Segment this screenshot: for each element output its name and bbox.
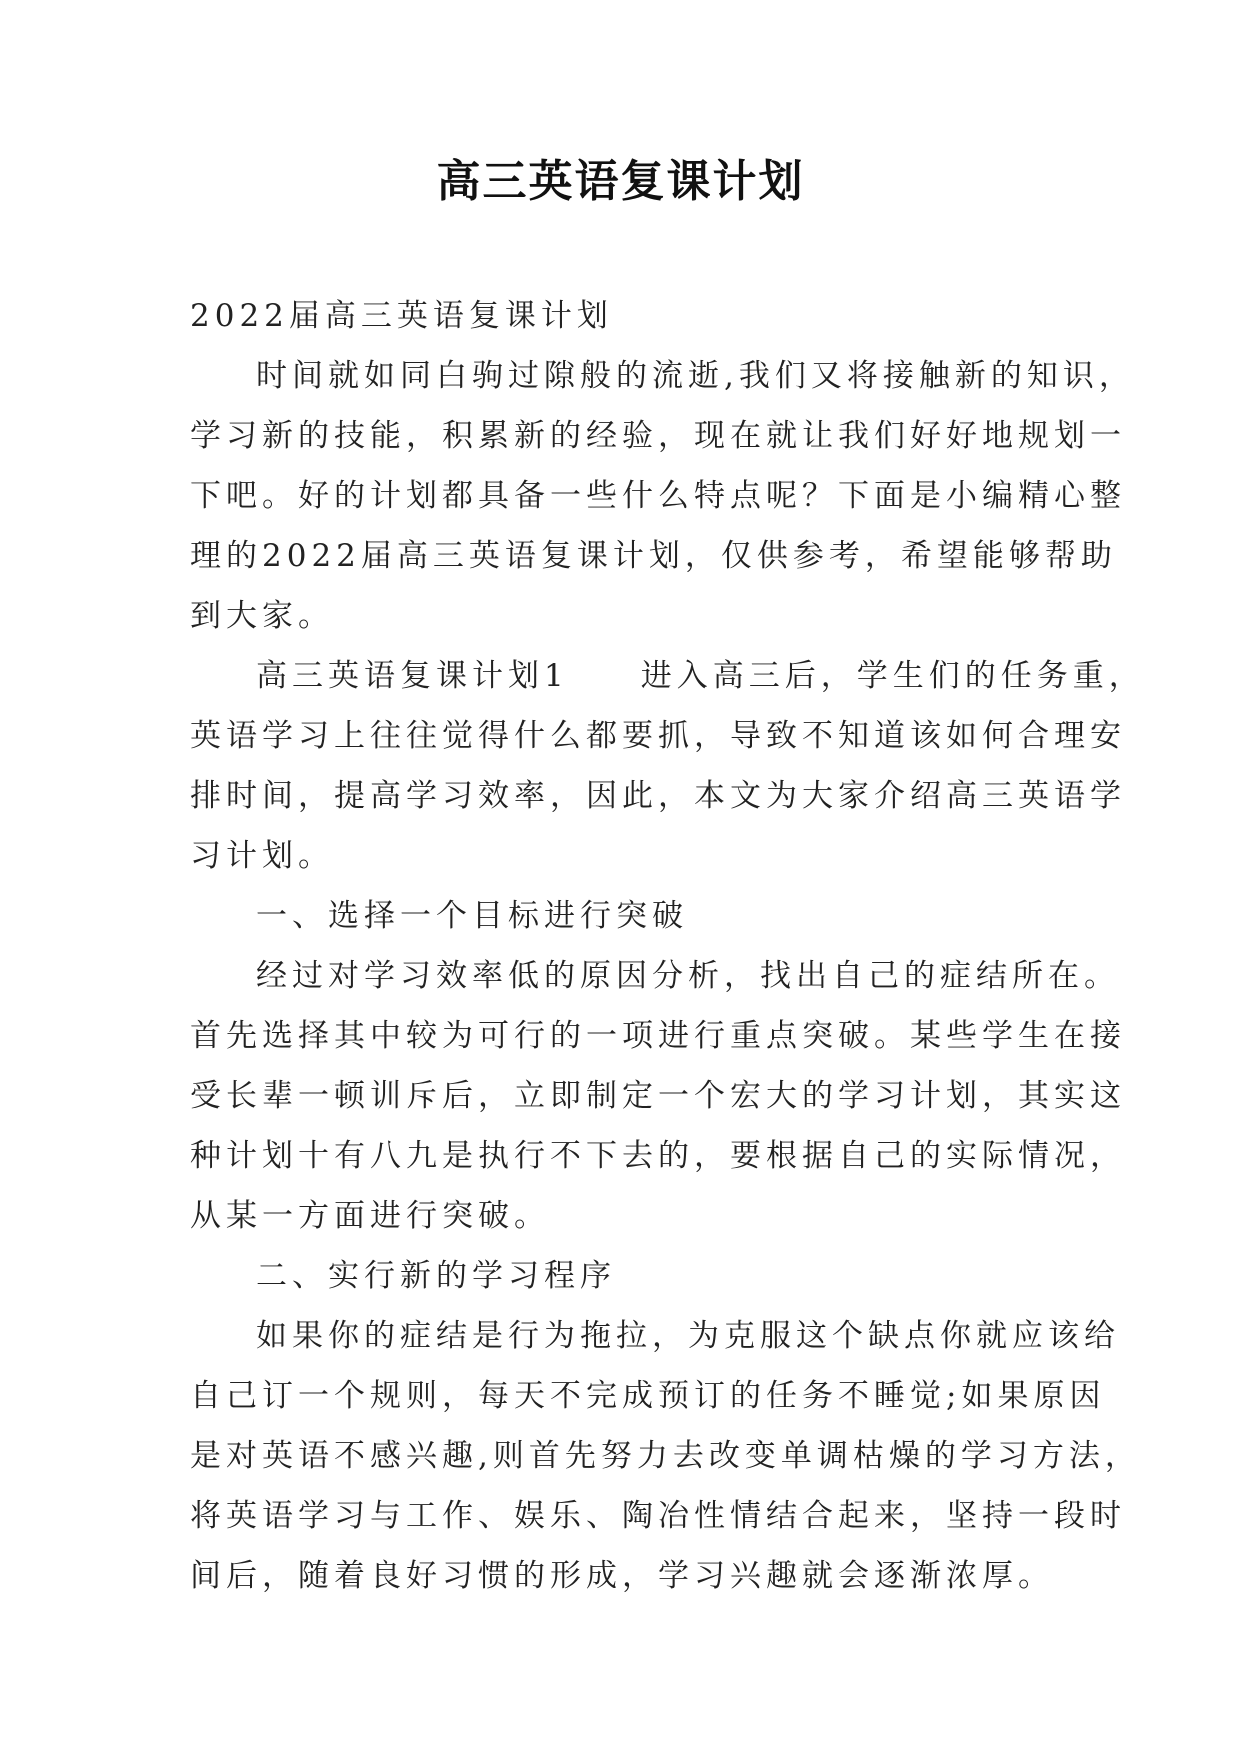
body-line: 学习新的技能，积累新的经验，现在就让我们好好地规划一 bbox=[190, 418, 1126, 454]
document-title: 高三英语复课计划 bbox=[436, 156, 805, 207]
body-line: 如果你的症结是行为拖拉，为克服这个缺点你就应该给 bbox=[256, 1318, 1120, 1354]
body-line: 2022届高三英语复课计划 bbox=[190, 298, 613, 334]
body-line: 习计划。 bbox=[190, 838, 334, 874]
body-line: 间后，随着良好习惯的形成，学习兴趣就会逐渐浓厚。 bbox=[190, 1558, 1054, 1594]
body-line: 是对英语不感兴趣,则首先努力去改变单调枯燥的学习方法， bbox=[190, 1438, 1141, 1474]
body-line: 首先选择其中较为可行的一项进行重点突破。某些学生在接 bbox=[190, 1018, 1126, 1054]
body-line: 排时间，提高学习效率，因此，本文为大家介绍高三英语学 bbox=[190, 778, 1126, 814]
body-line: 高三英语复课计划1 进入高三后，学生们的任务重， bbox=[256, 658, 1145, 694]
document-body bbox=[190, 286, 1145, 1606]
section-heading: 一、选择一个目标进行突破 bbox=[256, 898, 688, 934]
body-line: 将英语学习与工作、娱乐、陶冶性情结合起来，坚持一段时 bbox=[190, 1498, 1126, 1534]
body-line: 从某一方面进行突破。 bbox=[190, 1198, 550, 1234]
body-line: 受长辈一顿训斥后，立即制定一个宏大的学习计划，其实这 bbox=[190, 1078, 1126, 1114]
body-line: 英语学习上往往觉得什么都要抓，导致不知道该如何合理安 bbox=[190, 718, 1126, 754]
body-line: 到大家。 bbox=[190, 598, 334, 634]
section-heading: 二、实行新的学习程序 bbox=[256, 1258, 616, 1294]
body-line: 时间就如同白驹过隙般的流逝,我们又将接触新的知识， bbox=[256, 358, 1135, 394]
body-line: 种计划十有八九是执行不下去的，要根据自己的实际情况， bbox=[190, 1138, 1126, 1174]
body-line: 理的2022届高三英语复课计划，仅供参考，希望能够帮助 bbox=[190, 538, 1117, 574]
body-line: 经过对学习效率低的原因分析，找出自己的症结所在。 bbox=[256, 958, 1120, 994]
body-line: 下吧。好的计划都具备一些什么特点呢？下面是小编精心整 bbox=[190, 478, 1126, 514]
body-line: 自己订一个规则，每天不完成预订的任务不睡觉;如果原因 bbox=[190, 1378, 1106, 1414]
